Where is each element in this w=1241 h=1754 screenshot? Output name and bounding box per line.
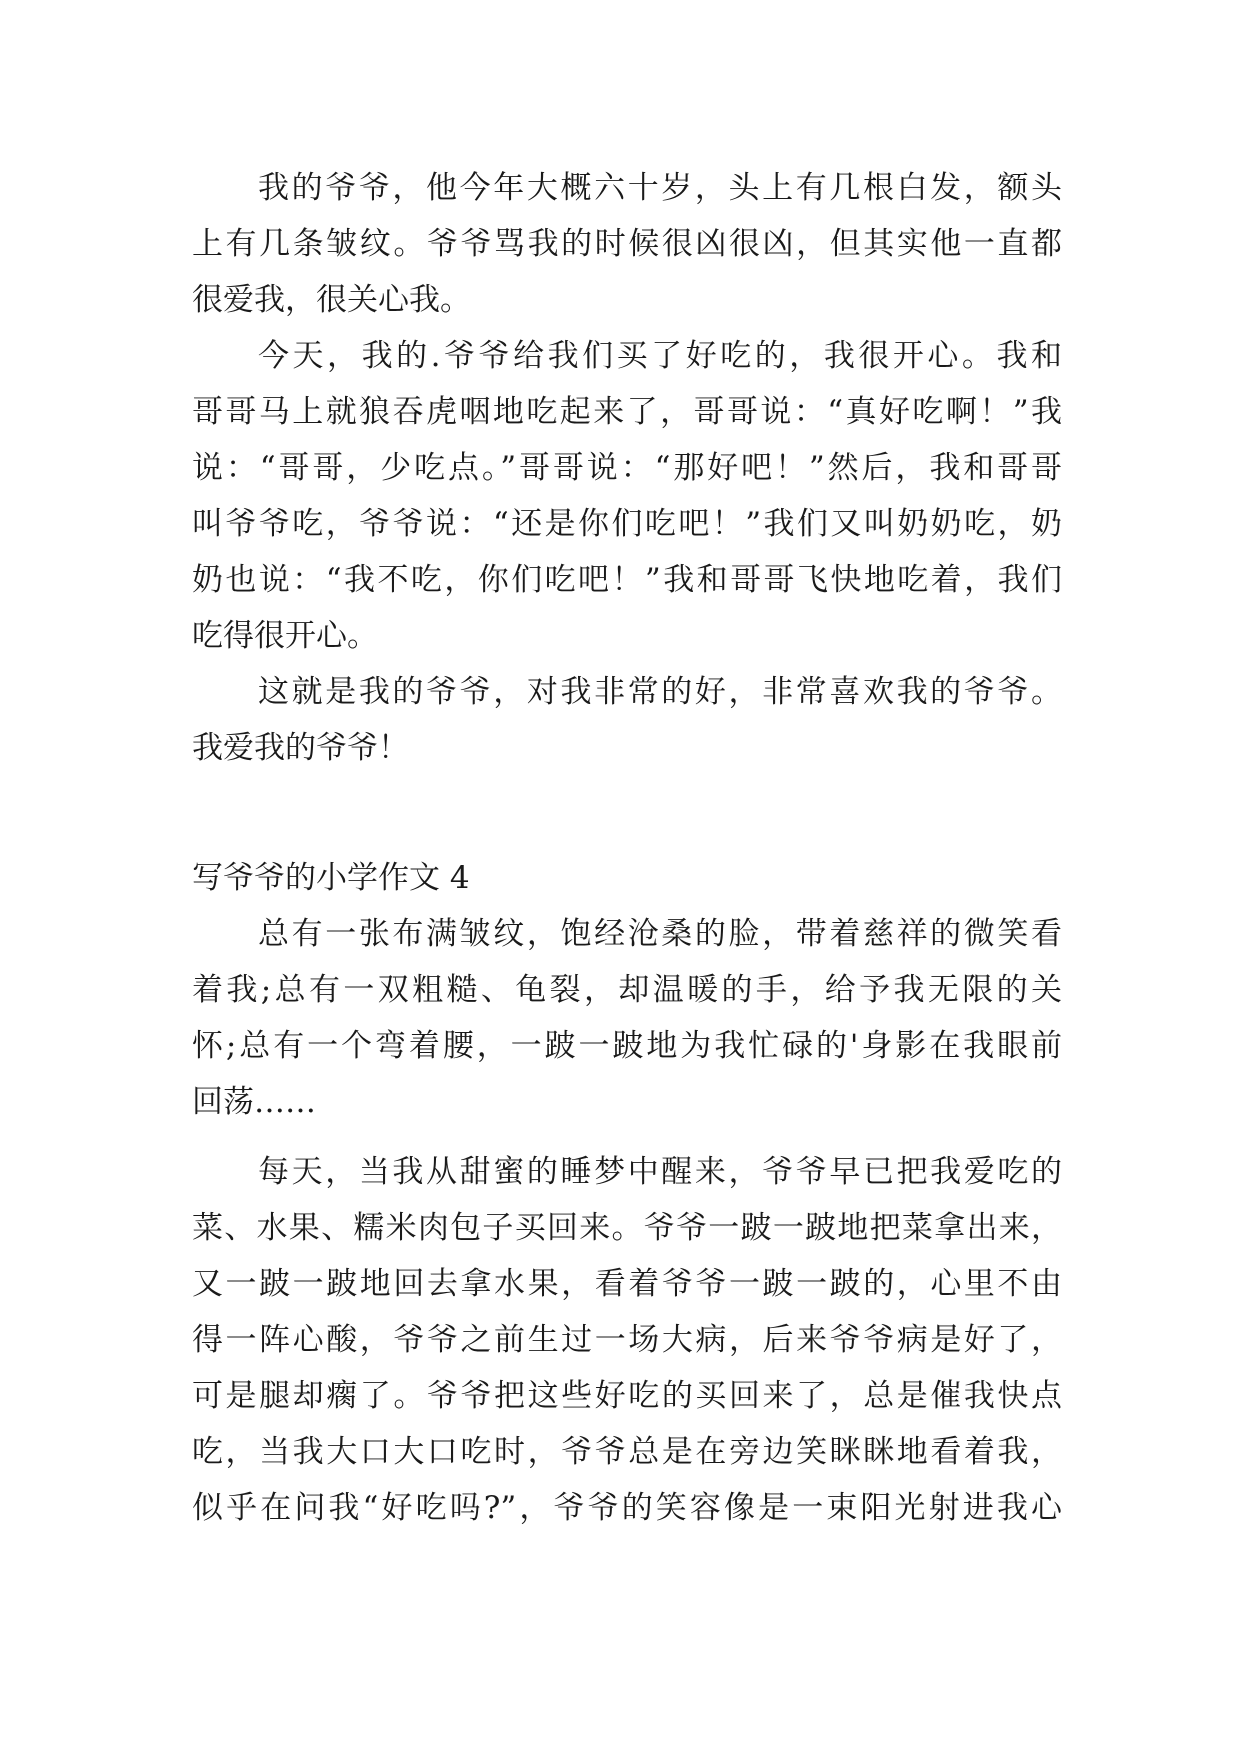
section-paragraph-2-line-2: 菜、水果、糯米肉包子买回来。爷爷一跛一跛地把菜拿出来， (192, 1210, 1062, 1246)
section-paragraph-2-line-4: 得一阵心酸，爷爷之前生过一场大病，后来爷爷病是好了， (192, 1322, 1062, 1358)
paragraph-1-line-3: 很爱我，很关心我。 (192, 282, 471, 318)
paragraph-2-line-3: 说：“哥哥，少吃点。”哥哥说：“那好吧！”然后，我和哥哥 (192, 450, 1062, 486)
section-paragraph-2-line-3: 又一跛一跛地回去拿水果，看着爷爷一跛一跛的，心里不由 (192, 1266, 1062, 1302)
paragraph-2-line-2: 哥哥马上就狼吞虎咽地吃起来了，哥哥说：“真好吃啊！”我 (192, 394, 1062, 430)
section-paragraph-2-line-7: 似乎在问我“好吃吗?”，爷爷的笑容像是一束阳光射进我心 (192, 1490, 1062, 1526)
paragraph-2-line-6: 吃得很开心。 (192, 618, 378, 654)
section-title: 写爷爷的小学作文 4 (192, 860, 470, 896)
paragraph-1-line-1: 我的爷爷，他今年大概六十岁，头上有几根白发，额头 (258, 170, 1062, 206)
paragraph-3-line-1: 这就是我的爷爷，对我非常的好，非常喜欢我的爷爷。 (258, 674, 1062, 710)
paragraph-1-line-2: 上有几条皱纹。爷爷骂我的时候很凶很凶，但其实他一直都 (192, 226, 1062, 262)
section-paragraph-2-line-1: 每天，当我从甜蜜的睡梦中醒来，爷爷早已把我爱吃的 (258, 1154, 1062, 1190)
paragraph-2-line-1: 今天，我的.爷爷给我们买了好吃的，我很开心。我和 (258, 338, 1062, 374)
section-paragraph-2-line-6: 吃，当我大口大口吃时，爷爷总是在旁边笑眯眯地看着我， (192, 1434, 1062, 1470)
paragraph-3-line-2: 我爱我的爷爷！ (192, 730, 409, 766)
section-paragraph-1-line-1: 总有一张布满皱纹，饱经沧桑的脸，带着慈祥的微笑看 (258, 916, 1062, 952)
paragraph-2-line-5: 奶也说：“我不吃，你们吃吧！”我和哥哥飞快地吃着，我们 (192, 562, 1062, 598)
paragraph-2-line-4: 叫爷爷吃，爷爷说：“还是你们吃吧！”我们又叫奶奶吃，奶 (192, 506, 1062, 542)
section-paragraph-2-line-5: 可是腿却瘸了。爷爷把这些好吃的买回来了，总是催我快点 (192, 1378, 1062, 1414)
section-paragraph-1-line-2: 着我;总有一双粗糙、龟裂，却温暖的手，给予我无限的关 (192, 972, 1062, 1008)
section-paragraph-1-line-4: 回荡…… (192, 1084, 316, 1120)
section-paragraph-1-line-3: 怀;总有一个弯着腰，一跛一跛地为我忙碌的'身影在我眼前 (192, 1028, 1062, 1064)
